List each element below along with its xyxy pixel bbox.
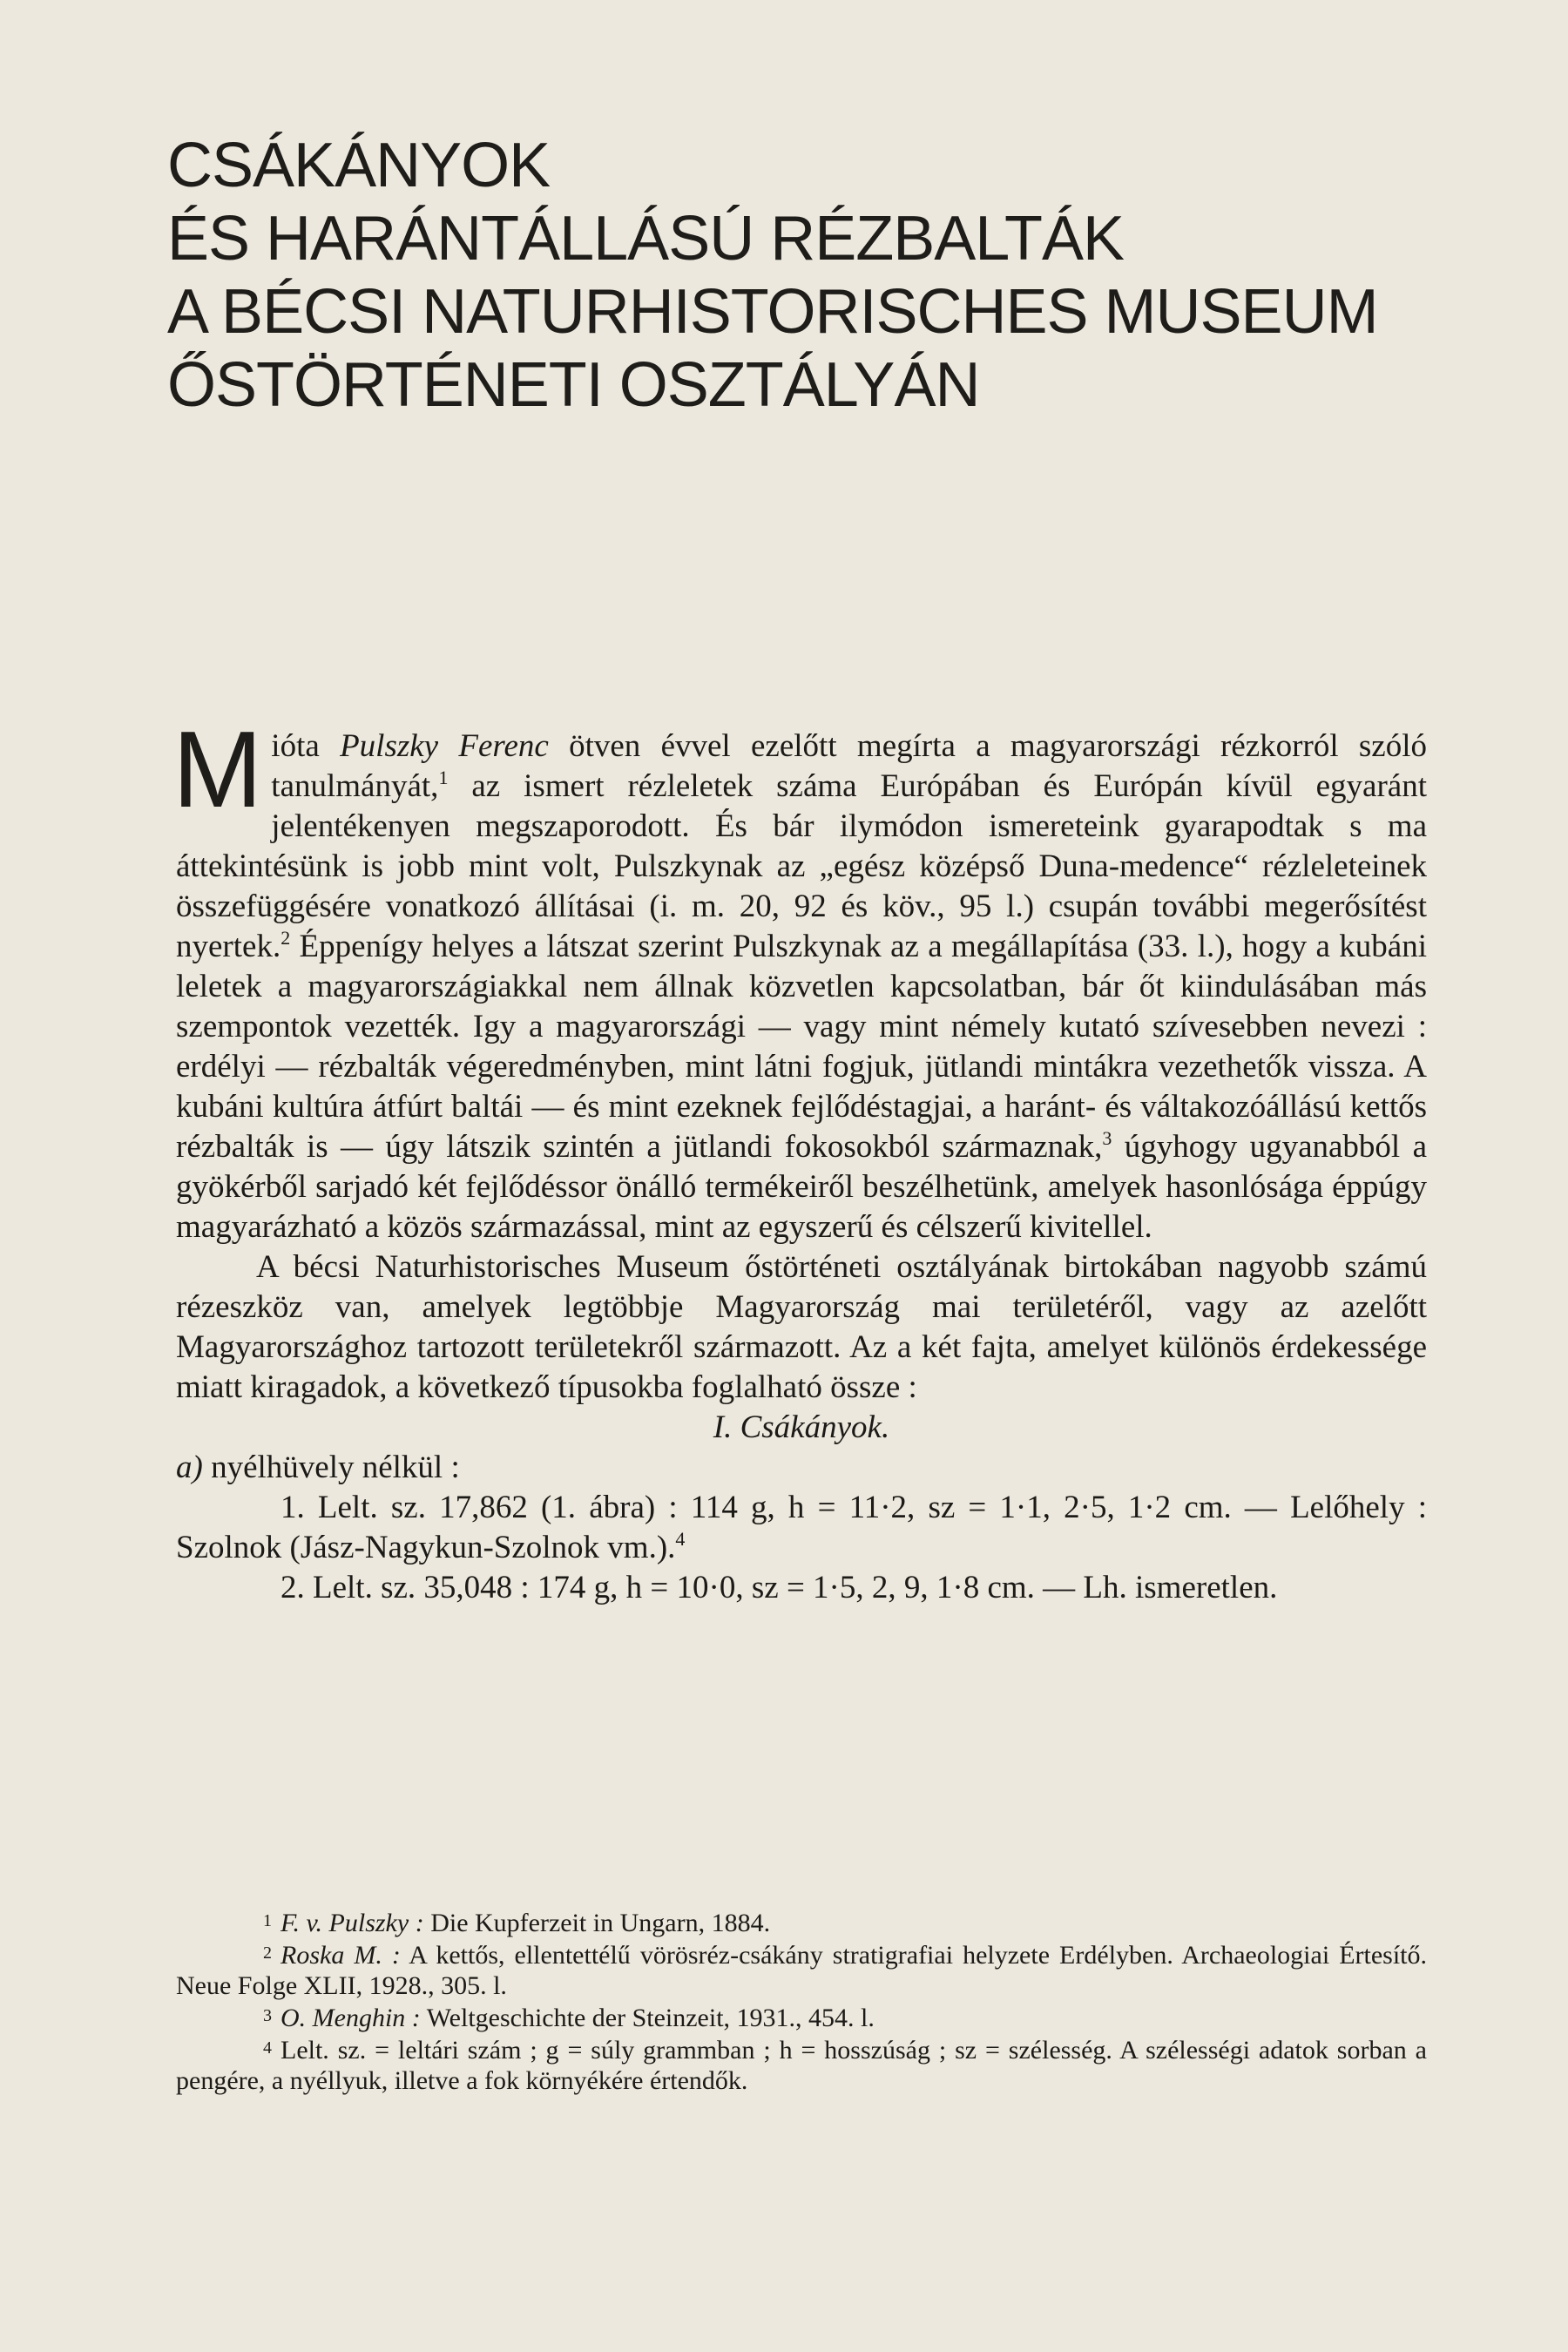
section-heading: I. Csákányok. [713, 1409, 890, 1445]
subsection-text: nyélhüvely nélkül : [202, 1450, 460, 1485]
footnote-number: 4 [263, 2038, 272, 2058]
footnote-1 [176, 1906, 1427, 1938]
footnote-2 [176, 1938, 1427, 2001]
footnote-number: 1 [263, 1911, 272, 1930]
title-line-3: A BÉCSI NATURHISTORISCHES MUSEUM [167, 277, 1378, 347]
text-span: Éppenígy helyes a látszat szerint Pulszkynak az a megállapítása (33. l.), hogy a kubáni leletek a magyarországiakkal nem állnak közvetlen kapcsolatban, bár őt kiindulásában más szempontok vezették. Igy a magyarországi — vagy mint némely kutató szívesebben nevezi : erdélyi — rézbalták végeredményben, mint látni fogjuk, jütlandi mintákra vezethetők vissza. A kubáni kultúra átfúrt baltái — és mint ezeknek fejlődéstagjai, a haránt- és váltakozóállású kettős rézbalták is — úgy látszik szintén a jütlandi fokosokból származnak, [176, 929, 1427, 1165]
text-span: az ismert rézleletek száma Európában és Európán kívül egyaránt jelentékenyen megszaporodott. És bár ilymódon ismereteink gyarapodtak s ma áttekintésünk is jobb mint volt, Pulszkynak az „egész középső Duna-medence“ rézleleteinek összefüggésére vonatkozó állításai (i. m. 20, 92 és köv., 95 l.) csupán további megerősítést nyertek. [176, 768, 1427, 964]
footnote-ref-1: 1 [438, 767, 449, 788]
catalog-item-2: 2. Lelt. sz. 35,048 : 174 g, h = 10·0, sz = 1·5, 2, 9, 1·8 cm. — Lh. ismeretlen. [280, 1570, 1278, 1605]
article-body [172, 710, 1428, 1608]
footnote-author: Roska M. : [280, 1941, 401, 1970]
footnote-author: O. Menghin : [280, 2004, 421, 2032]
footnote-author: F. v. Pulszky : [280, 1909, 424, 1937]
subsection-label: a) [176, 1450, 203, 1485]
footnote-text: A kettős, ellentettélű vörösréz-csákány stratigrafiai helyzete Erdélyben. Archaeologiai Értesítő. Neue Folge XLII, 1928., 305. l. [176, 1941, 1428, 2000]
footnote-ref-2: 2 [280, 927, 291, 949]
paragraph-2: A bécsi Naturhistorisches Museum őstörténeti osztályának birtokában nagyobb számú rézeszköz van, amelyek legtöbbje Magyarország mai területéről, vagy az azelőtt Magyarországhoz tartozott területekről származott. Az a két fajta, amelyet különös érdekessége miatt kiragadok, a következő típusokba foglalható össze : [176, 1249, 1427, 1405]
title-line-1: CSÁKÁNYOK [167, 131, 551, 200]
footnote-text: Weltgeschichte der Steinzeit, 1931., 454. l. [420, 2004, 875, 2032]
footnote-4 [176, 2033, 1427, 2096]
item-text: 1. Lelt. sz. 17,862 (1. ábra) : 114 g, h = 11·2, sz = 1·1, 2·5, 1·2 cm. — Lelőhely : Szolnok (Jász-Nagykun-Szolnok vm.). [176, 1490, 1427, 1565]
text-span: úgyhogy ugyanabból a gyökérből sarjadó két fejlődéssor önálló termékeiről beszélhetünk, amelyek hasonlósága éppúgy magyarázható a közös származással, mint az egyszerű és célszerű kivitellel. [176, 1129, 1427, 1245]
title-line-2: ÉS HARÁNTÁLLÁSÚ RÉZBALTÁK [167, 204, 1124, 274]
footnote-3 [176, 2001, 1427, 2033]
title-line-4: ŐSTÖRTÉNETI OSZTÁLYÁN [167, 350, 980, 420]
article-title [167, 129, 1456, 422]
footnote-number: 3 [263, 2006, 272, 2025]
footnote-text: Die Kupferzeit in Ungarn, 1884. [423, 1909, 771, 1937]
text-span: ióta [271, 728, 341, 764]
drop-cap: M [172, 710, 263, 830]
footnote-ref-4: 4 [675, 1528, 686, 1550]
footnote-text: Lelt. sz. = leltári szám ; g = súly grammban ; h = hosszúság ; sz = szélesség. A szélességi adatok sorban a pengére, a nyéllyuk, illetve a fok környékére értendők. [176, 2036, 1427, 2095]
text-span: ötven évvel ezelőtt megírta a magyarországi rézkorról szóló tanulmányát, [271, 728, 1428, 804]
footnote-ref-3: 3 [1102, 1127, 1112, 1149]
subsection-heading [176, 1448, 1427, 1488]
footnote-number: 2 [263, 1943, 272, 1963]
paragraph-1 [172, 710, 1428, 1247]
catalog-item-1 [176, 1488, 1427, 1568]
footnotes [176, 1906, 1427, 2096]
author-name: Pulszky Ferenc [340, 728, 549, 764]
